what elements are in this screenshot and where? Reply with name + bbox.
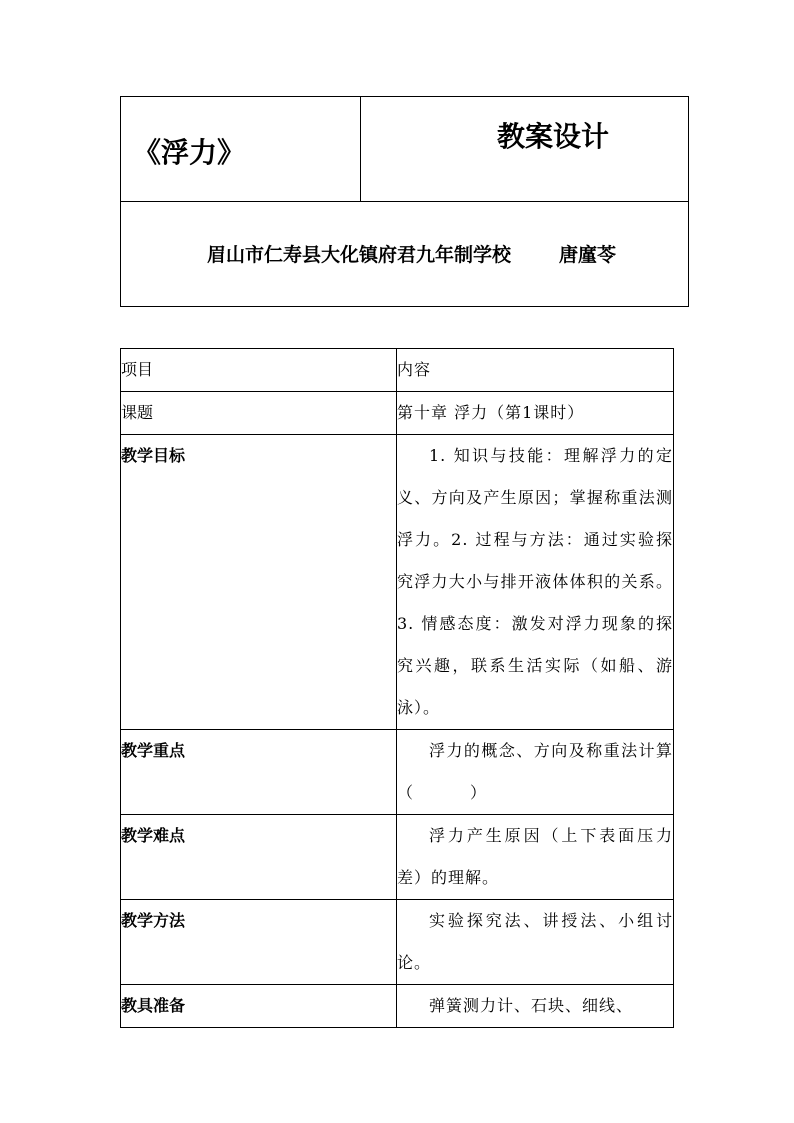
school-name: 眉山市仁寿县大化镇府君九年制学校 — [207, 244, 512, 266]
key-points-text: 浮力的概念、方向及称重法计算（ — [397, 741, 673, 802]
author-name: 唐廑苓 — [559, 244, 617, 266]
materials-label: 教具准备 — [121, 985, 397, 1028]
objectives-content: 1. 知识与技能：理解浮力的定义、方向及产生原因；掌握称重法测浮力。2. 过程与方法：通过实验探究浮力大小与排开液体体积的关系。3. 情感态度：激发对浮力现象的探究兴趣，联系生活实际（如船、游泳）。 — [397, 435, 674, 730]
column-header-item: 项目 — [121, 349, 397, 392]
key-points-content — [397, 730, 674, 815]
table-row-topic — [121, 392, 674, 435]
column-header-content: 内容 — [397, 349, 674, 392]
table-row-objectives — [121, 435, 674, 730]
table-row-difficulties — [121, 815, 674, 900]
school-cell — [121, 202, 689, 307]
table-header-row — [121, 349, 674, 392]
topic-label: 课题 — [121, 392, 397, 435]
table-row-methods — [121, 900, 674, 985]
design-cell — [361, 97, 689, 202]
table-row-materials — [121, 985, 674, 1028]
topic-value: 第十章 浮力（第1课时） — [397, 392, 674, 435]
difficulties-content: 浮力产生原因（上下表面压力差）的理解。 — [397, 815, 674, 900]
methods-label: 教学方法 — [121, 900, 397, 985]
document-subtitle: 教案设计 — [497, 120, 610, 153]
title-cell — [121, 97, 361, 202]
methods-content: 实验探究法、讲授法、小组讨论。 — [397, 900, 674, 985]
key-points-label: 教学重点 — [121, 730, 397, 815]
lesson-plan-table — [120, 348, 674, 1028]
materials-content: 弹簧测力计、石块、细线、 — [397, 985, 674, 1028]
header-table — [120, 96, 689, 307]
key-points-close: ） — [470, 783, 488, 802]
objectives-label: 教学目标 — [121, 435, 397, 730]
difficulties-label: 教学难点 — [121, 815, 397, 900]
table-row-key-points — [121, 730, 674, 815]
school-author-line — [207, 240, 616, 267]
document-title: 《浮力》 — [133, 136, 246, 169]
